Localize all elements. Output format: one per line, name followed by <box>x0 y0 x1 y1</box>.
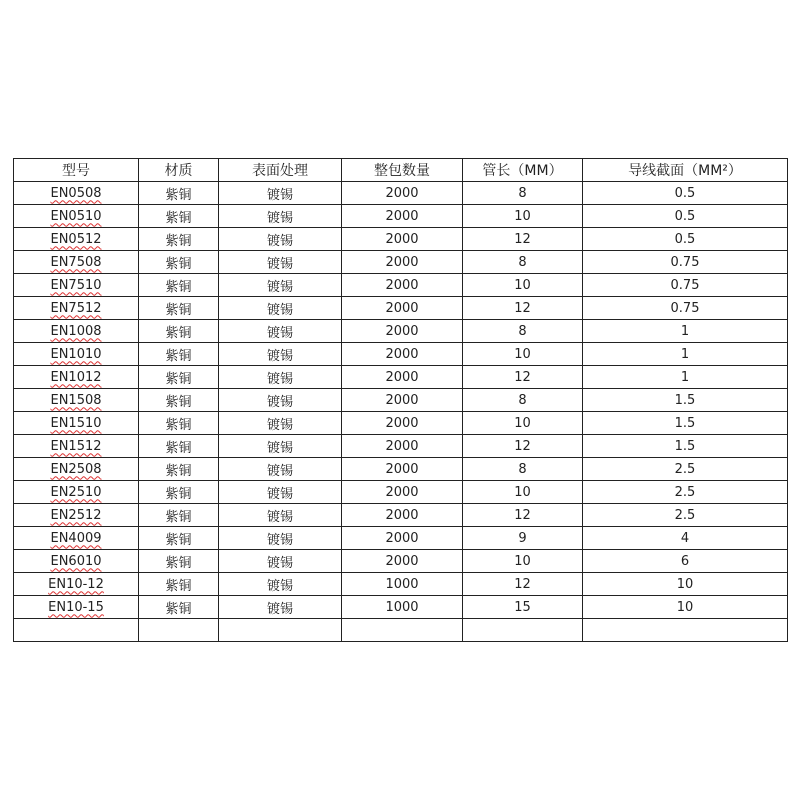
cell-model <box>14 435 139 458</box>
cell-material: 紫铜 <box>139 389 219 412</box>
cell-model <box>14 527 139 550</box>
cell-surface-treatment: 镀锡 <box>219 481 342 504</box>
cell-material: 紫铜 <box>139 412 219 435</box>
cell-model <box>14 573 139 596</box>
cell-tube-length: 12 <box>463 573 583 596</box>
cell-package-quantity: 2000 <box>342 366 463 389</box>
cell-surface-treatment: 镀锡 <box>219 366 342 389</box>
model-text: EN4009 <box>50 530 102 546</box>
cell-package-quantity: 1000 <box>342 573 463 596</box>
table-row <box>14 550 788 573</box>
cell-surface-treatment: 镀锡 <box>219 527 342 550</box>
cell-package-quantity: 2000 <box>342 504 463 527</box>
model-text: EN7510 <box>50 277 102 293</box>
cell-model <box>14 297 139 320</box>
cell-surface-treatment: 镀锡 <box>219 504 342 527</box>
cell-package-quantity: 2000 <box>342 458 463 481</box>
cell-wire-cross-section: 1.5 <box>583 435 788 458</box>
cell-surface-treatment: 镀锡 <box>219 412 342 435</box>
cell-tube-length: 10 <box>463 412 583 435</box>
header-surface-treatment: 表面处理 <box>219 159 342 182</box>
cell-tube-length: 8 <box>463 389 583 412</box>
cell-wire-cross-section: 0.75 <box>583 274 788 297</box>
cell-model <box>14 182 139 205</box>
cell-model <box>14 251 139 274</box>
cell-tube-length: 10 <box>463 550 583 573</box>
cell-model <box>14 412 139 435</box>
table-row <box>14 573 788 596</box>
cell-package-quantity: 2000 <box>342 481 463 504</box>
cell-wire-cross-section: 10 <box>583 596 788 619</box>
cell-tube-length: 9 <box>463 527 583 550</box>
cell-wire-cross-section: 4 <box>583 527 788 550</box>
cell-model <box>14 596 139 619</box>
cell-model <box>14 343 139 366</box>
cell-tube-length: 12 <box>463 366 583 389</box>
table-row <box>14 458 788 481</box>
cell-wire-cross-section: 10 <box>583 573 788 596</box>
cell-package-quantity: 2000 <box>342 297 463 320</box>
empty-cell <box>14 619 139 642</box>
cell-package-quantity: 2000 <box>342 320 463 343</box>
empty-cell <box>219 619 342 642</box>
cell-material: 紫铜 <box>139 458 219 481</box>
table-row <box>14 182 788 205</box>
model-text: EN1510 <box>50 415 102 431</box>
table-row <box>14 343 788 366</box>
cell-surface-treatment: 镀锡 <box>219 458 342 481</box>
cell-wire-cross-section: 0.75 <box>583 297 788 320</box>
header-wire-cross-section: 导线截面（MM²） <box>583 159 788 182</box>
cell-material: 紫铜 <box>139 205 219 228</box>
cell-surface-treatment: 镀锡 <box>219 550 342 573</box>
cell-wire-cross-section: 1.5 <box>583 412 788 435</box>
model-text: EN1008 <box>50 323 102 339</box>
cell-wire-cross-section: 0.5 <box>583 228 788 251</box>
cell-surface-treatment: 镀锡 <box>219 343 342 366</box>
header-package-quantity: 整包数量 <box>342 159 463 182</box>
table-row <box>14 251 788 274</box>
cell-material: 紫铜 <box>139 527 219 550</box>
cell-model <box>14 458 139 481</box>
header-model: 型号 <box>14 159 139 182</box>
cell-model <box>14 366 139 389</box>
empty-cell <box>342 619 463 642</box>
model-text: EN6010 <box>50 553 102 569</box>
cell-package-quantity: 2000 <box>342 343 463 366</box>
cell-material: 紫铜 <box>139 274 219 297</box>
cell-model <box>14 205 139 228</box>
cell-tube-length: 10 <box>463 343 583 366</box>
cell-package-quantity: 2000 <box>342 412 463 435</box>
cell-tube-length: 10 <box>463 274 583 297</box>
cell-material: 紫铜 <box>139 573 219 596</box>
cell-surface-treatment: 镀锡 <box>219 182 342 205</box>
model-text: EN2510 <box>50 484 102 500</box>
cell-wire-cross-section: 6 <box>583 550 788 573</box>
cell-model <box>14 320 139 343</box>
cell-material: 紫铜 <box>139 251 219 274</box>
cell-wire-cross-section: 0.5 <box>583 205 788 228</box>
cell-surface-treatment: 镀锡 <box>219 320 342 343</box>
model-text: EN10-15 <box>48 599 104 615</box>
cell-tube-length: 12 <box>463 435 583 458</box>
cell-package-quantity: 1000 <box>342 596 463 619</box>
cell-surface-treatment: 镀锡 <box>219 228 342 251</box>
cell-material: 紫铜 <box>139 550 219 573</box>
cell-material: 紫铜 <box>139 343 219 366</box>
cell-surface-treatment: 镀锡 <box>219 596 342 619</box>
cell-tube-length: 8 <box>463 182 583 205</box>
table-row <box>14 366 788 389</box>
cell-material: 紫铜 <box>139 182 219 205</box>
model-text: EN2508 <box>50 461 102 477</box>
cell-material: 紫铜 <box>139 596 219 619</box>
model-text: EN2512 <box>50 507 102 523</box>
table-row <box>14 228 788 251</box>
model-text: EN1010 <box>50 346 102 362</box>
cell-surface-treatment: 镀锡 <box>219 435 342 458</box>
cell-package-quantity: 2000 <box>342 550 463 573</box>
cell-model <box>14 228 139 251</box>
cell-package-quantity: 2000 <box>342 251 463 274</box>
model-text: EN10-12 <box>48 576 104 592</box>
cell-model <box>14 550 139 573</box>
table-row <box>14 412 788 435</box>
model-text: EN1012 <box>50 369 102 385</box>
cell-wire-cross-section: 1 <box>583 343 788 366</box>
cell-model <box>14 274 139 297</box>
cell-material: 紫铜 <box>139 504 219 527</box>
model-text: EN7512 <box>50 300 102 316</box>
cell-material: 紫铜 <box>139 366 219 389</box>
cell-tube-length: 8 <box>463 458 583 481</box>
cell-package-quantity: 2000 <box>342 389 463 412</box>
cell-package-quantity: 2000 <box>342 527 463 550</box>
cell-surface-treatment: 镀锡 <box>219 251 342 274</box>
empty-cell <box>139 619 219 642</box>
model-text: EN0510 <box>50 208 102 224</box>
table-row <box>14 320 788 343</box>
table-row <box>14 435 788 458</box>
cell-surface-treatment: 镀锡 <box>219 389 342 412</box>
table-row <box>14 389 788 412</box>
cell-model <box>14 504 139 527</box>
cell-package-quantity: 2000 <box>342 228 463 251</box>
table-row <box>14 205 788 228</box>
table-row <box>14 504 788 527</box>
table-row <box>14 527 788 550</box>
cell-surface-treatment: 镀锡 <box>219 205 342 228</box>
header-row <box>14 159 788 182</box>
cell-package-quantity: 2000 <box>342 182 463 205</box>
cell-material: 紫铜 <box>139 481 219 504</box>
header-tube-length: 管长（MM） <box>463 159 583 182</box>
model-text: EN7508 <box>50 254 102 270</box>
cell-package-quantity: 2000 <box>342 205 463 228</box>
cell-tube-length: 12 <box>463 228 583 251</box>
cell-tube-length: 10 <box>463 205 583 228</box>
cell-material: 紫铜 <box>139 228 219 251</box>
cell-package-quantity: 2000 <box>342 435 463 458</box>
table-row <box>14 596 788 619</box>
cell-wire-cross-section: 2.5 <box>583 458 788 481</box>
cell-material: 紫铜 <box>139 320 219 343</box>
cell-package-quantity: 2000 <box>342 274 463 297</box>
empty-cell <box>583 619 788 642</box>
table-row <box>14 297 788 320</box>
cell-wire-cross-section: 0.5 <box>583 182 788 205</box>
table-row <box>14 274 788 297</box>
cell-wire-cross-section: 0.75 <box>583 251 788 274</box>
model-text: EN1508 <box>50 392 102 408</box>
empty-row <box>14 619 788 642</box>
cell-tube-length: 12 <box>463 504 583 527</box>
cell-material: 紫铜 <box>139 297 219 320</box>
cell-tube-length: 10 <box>463 481 583 504</box>
product-spec-table <box>13 158 788 642</box>
header-material: 材质 <box>139 159 219 182</box>
cell-material: 紫铜 <box>139 435 219 458</box>
cell-model <box>14 389 139 412</box>
cell-surface-treatment: 镀锡 <box>219 297 342 320</box>
model-text: EN0508 <box>50 185 102 201</box>
table-row <box>14 481 788 504</box>
cell-wire-cross-section: 2.5 <box>583 481 788 504</box>
cell-surface-treatment: 镀锡 <box>219 274 342 297</box>
cell-wire-cross-section: 1 <box>583 320 788 343</box>
cell-tube-length: 12 <box>463 297 583 320</box>
cell-surface-treatment: 镀锡 <box>219 573 342 596</box>
cell-tube-length: 15 <box>463 596 583 619</box>
cell-tube-length: 8 <box>463 320 583 343</box>
model-text: EN0512 <box>50 231 102 247</box>
cell-tube-length: 8 <box>463 251 583 274</box>
empty-cell <box>463 619 583 642</box>
cell-wire-cross-section: 2.5 <box>583 504 788 527</box>
cell-wire-cross-section: 1.5 <box>583 389 788 412</box>
cell-wire-cross-section: 1 <box>583 366 788 389</box>
model-text: EN1512 <box>50 438 102 454</box>
cell-model <box>14 481 139 504</box>
